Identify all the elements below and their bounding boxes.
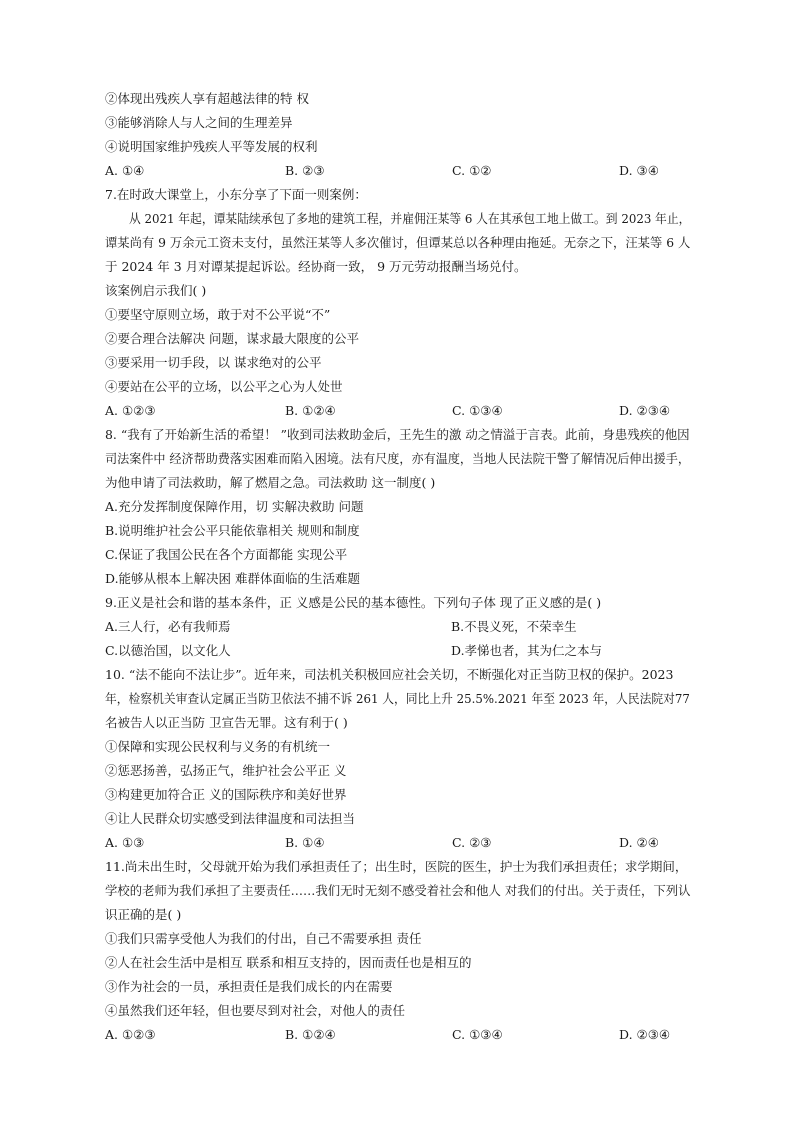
q7-option-a: A. ①②③: [105, 403, 156, 418]
q7-case-line-3: 于 2024 年 3 月对谭某提起诉讼。经协商一致， 9 万元劳动报酬当场兑付。: [105, 259, 527, 274]
q10-option-d: D. ②④: [619, 835, 659, 850]
q8-option-c: C.保证了我国公民在各个方面都能 实现公平: [105, 547, 348, 562]
q11-option-b: B. ①②④: [285, 1027, 336, 1042]
q6-item-2: ②体现出残疾人享有超越法律的特 权: [105, 91, 309, 106]
q10-item-4: ④让人民群众切实感受到法律温度和司法担当: [105, 811, 356, 826]
q10-options: [105, 835, 665, 851]
q11-item-2: ②人在社会生活中是相互 联系和相互支持的，因而责任也是相互的: [105, 955, 472, 970]
q7-stem: 7.在时政大课堂上，小东分享了下面一则案例：: [105, 187, 367, 202]
q7-item-1: ①要坚守原则立场，敢于对不公平说“不”: [105, 307, 331, 322]
q8-line-3: 为他申请了司法救助，解了燃眉之急。司法救助 这一制度( ): [105, 475, 436, 490]
q11-item-3: ③作为社会的一员，承担责任是我们成长的内在需要: [105, 979, 393, 994]
q9-option-a: A.三人行，必有我师焉: [105, 619, 231, 634]
q10-line-3: 名被告人以正当防 卫宣告无罪。这有利于( ): [105, 715, 348, 730]
q7-item-4: ④要站在公平的立场，以公平之心为人处世: [105, 379, 343, 394]
q11-item-4: ④虽然我们还年轻，但也要尽到对社会，对他人的责任: [105, 1003, 406, 1018]
q8-option-d: D.能够从根本上解决困 难群体面临的生活难题: [105, 571, 361, 586]
q10-item-3: ③构建更加符合正 义的国际秩序和美好世界: [105, 787, 347, 802]
q8-option-a: A.充分发挥制度保障作用，切 实解决救助 问题: [105, 499, 364, 514]
q10-option-a: A. ①③: [105, 835, 145, 850]
q10-line-2: 年，检察机关审查认定属正当防卫依法不捕不诉 261 人，同比上升 25.5%.2021 年至 2023 年，人民法院对77: [105, 691, 690, 706]
q7-case-line-1: 从 2021 年起，谭某陆续承包了多地的建筑工程，并雇佣汪某等 6 人在其承包工地上做工。到 2023 年止，: [129, 211, 691, 226]
q10-option-b: B. ①④: [285, 835, 325, 850]
q7-options: [105, 403, 671, 419]
q9-option-c: C.以德治国，以文化人: [105, 643, 231, 658]
q9-stem: 9.正义是社会和谐的基本条件，正 义感是公民的基本德性。下列句子体 现了正义感的是( ): [105, 595, 602, 610]
q11-line-3: 识正确的是( ): [105, 907, 182, 922]
q7-option-d: D. ②③④: [619, 403, 671, 418]
q11-line-2: 学校的老师为我们承担了主要责任……我们无时无刻不感受着社会和他人 对我们的付出。关于责任，下列认: [105, 883, 691, 898]
q7-option-c: C. ①③④: [452, 403, 503, 418]
q10-line-1: 10. “法不能向不法让步”。近年来，司法机关积极回应社会关切，不断强化对正当防卫权的保护。2023: [105, 667, 674, 682]
q8-line-2: 司法案件中 经济帮助费落实困难而陷入困境。法有尺度，亦有温度，当地人民法院干警了解情况后伸出援手，: [105, 451, 690, 466]
q11-option-c: C. ①③④: [452, 1027, 503, 1042]
q6-options: [105, 163, 665, 179]
q6-option-c: C. ①②: [452, 163, 492, 178]
q8-line-1: 8. “我有了开始新生活的希望！ ”收到司法救助金后，王先生的激 动之情溢于言表。此前，身患残疾的他因: [105, 427, 690, 442]
q8-option-b: B.说明维护社会公平只能依靠相关 规则和制度: [105, 523, 360, 538]
q6-option-a: A. ①④: [105, 163, 145, 178]
q9-options-row-2: [105, 643, 665, 659]
q7-option-b: B. ①②④: [285, 403, 336, 418]
q6-option-d: D. ③④: [619, 163, 659, 178]
q10-item-1: ①保障和实现公民权利与义务的有机统一: [105, 739, 331, 754]
q11-line-1: 11.尚未出生时，父母就开始为我们承担责任了；出生时，医院的医生，护士为我们承担责任；求学期间，: [105, 859, 688, 874]
q7-question: 该案例启示我们( ): [105, 283, 207, 298]
q9-option-d: D.孝悌也者，其为仁之本与: [451, 643, 603, 658]
q6-item-3: ③能够消除人与人之间的生理差异: [105, 115, 293, 130]
q10-option-c: C. ②③: [452, 835, 492, 850]
q11-item-1: ①我们只需享受他人为我们的付出，自己不需要承担 责任: [105, 931, 422, 946]
q9-option-b: B.不畏义死，不荣幸生: [451, 619, 577, 634]
q7-item-3: ③要采用一切手段，以 谋求绝对的公平: [105, 355, 322, 370]
q11-options: [105, 1027, 671, 1043]
q10-item-2: ②惩恶扬善，弘扬正气，维护社会公平正 义: [105, 763, 347, 778]
q6-option-b: B. ②③: [285, 163, 325, 178]
q7-item-2: ②要合理合法解决 问题，谋求最大限度的公平: [105, 331, 359, 346]
q6-item-4: ④说明国家维护残疾人平等发展的权利: [105, 139, 318, 154]
q9-options-row-1: [105, 619, 665, 635]
q7-case-line-2: 谭某尚有 9 万余元工资未支付，虽然汪某等人多次催讨，但谭某总以各种理由拖延。无奈之下，汪某等 6 人: [105, 235, 691, 250]
q11-option-d: D. ②③④: [619, 1027, 671, 1042]
q11-option-a: A. ①②③: [105, 1027, 156, 1042]
